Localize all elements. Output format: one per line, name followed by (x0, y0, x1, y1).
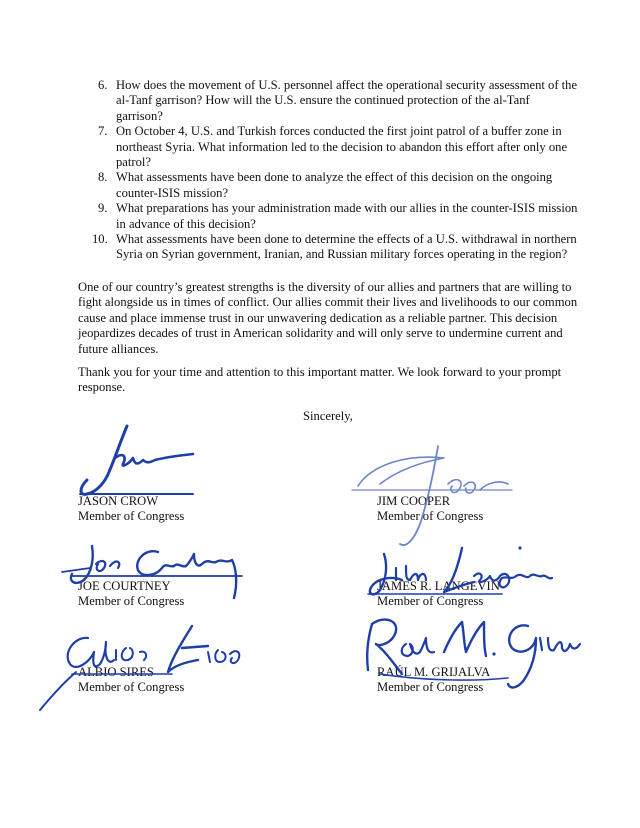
signatory-name: JASON CROW (78, 494, 159, 508)
question-item (78, 78, 578, 124)
question-text: What assessments have been done to analyze the effect of this decision on the ongoing counter-ISIS mission? (116, 170, 553, 200)
closing-salutation: Sincerely, (303, 409, 353, 423)
signature-sires (32, 618, 252, 718)
signatory-name: RAÚL M. GRIJALVA (377, 665, 491, 679)
question-item (78, 170, 578, 201)
question-number: 8. (98, 170, 108, 185)
question-list (78, 78, 578, 263)
question-number: 9. (98, 201, 108, 216)
signatory-title: Member of Congress (78, 594, 185, 609)
question-item (78, 232, 578, 263)
question-number: 10. (92, 232, 108, 247)
thanks-paragraph: Thank you for your time and attention to this important matter. We look forward to your prompt response. (78, 365, 562, 395)
signatory-name: JOE COURTNEY (78, 579, 171, 593)
question-item (78, 201, 578, 232)
signatory-title: Member of Congress (377, 680, 484, 695)
question-text: On October 4, U.S. and Turkish forces conducted the first joint patrol of a buffer zone in northeast Syria. What information led to the decision to abandon this effort after only one patrol? (116, 124, 568, 170)
question-item (78, 124, 578, 170)
signatory-title: Member of Congress (78, 680, 185, 695)
signatory-title: Member of Congress (377, 509, 484, 524)
signatory-name: JAMES R. LANGEVIN (377, 579, 500, 593)
signatory-name: ALBIO SIRES (78, 665, 154, 679)
question-number: 6. (98, 78, 108, 92)
signatory-title: Member of Congress (377, 594, 484, 609)
question-number: 7. (98, 124, 108, 139)
question-text: How does the movement of U.S. personnel affect the operational security assessment of the al-Tanf garrison? How will the U.S. ensure the continued protection of the al-Tanf garrison? (116, 78, 578, 123)
signature-cooper (352, 440, 512, 550)
signature-block-crow (78, 494, 278, 525)
question-text: What assessments have been done to determine the effects of a U.S. withdrawal in northern Syria on Syrian government, Iranian, and Russian military forces operating in the region? (116, 232, 577, 262)
question-text: What preparations has your administration made with our allies in the counter-ISIS mission in advance of this decision? (116, 201, 578, 231)
signature-grijalva (358, 608, 588, 708)
signature-courtney (62, 538, 262, 608)
signatory-name: JIM COOPER (377, 494, 451, 508)
signature-crow (75, 418, 215, 498)
signatory-title: Member of Congress (78, 509, 185, 524)
signature-langevin (362, 536, 582, 616)
allies-paragraph: One of our country’s greatest strengths is the diversity of our allies and partners that are willing to fight alongside us in times of conflict. Our allies commit their lives and livelihoods to our common cause and place immense trust in our unwavering dedication as a reliable partner. This decision jeopardizes decades of trust in American solidarity and will only serve to undermine current and future alliances. (78, 280, 578, 356)
